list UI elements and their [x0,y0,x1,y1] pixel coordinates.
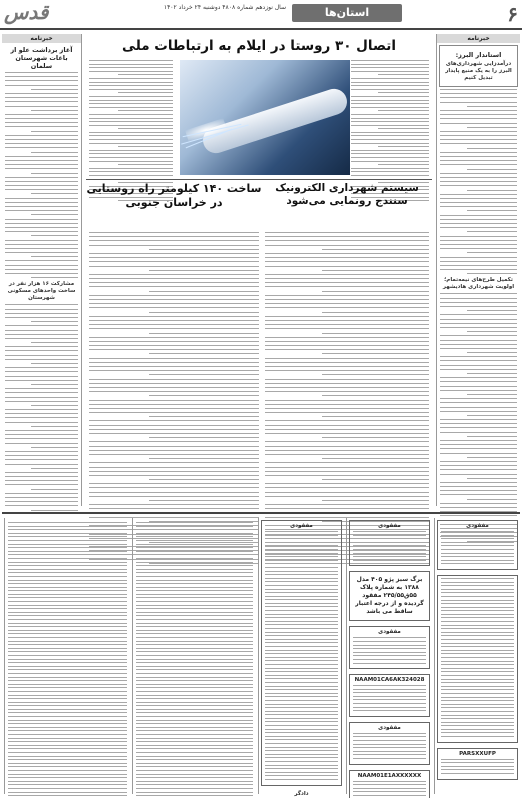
notice-column [258,518,344,797]
notice-header: مفقودی [290,523,313,529]
article-body-text [2,72,81,278]
article-body-text [437,293,520,541]
article-body-khorasan [86,232,262,504]
article-body-sanandaj [262,232,432,504]
article-body-text [437,89,520,274]
notice-code: NAAM01E1AXXXXXX [357,772,422,779]
notice-box [437,575,518,743]
right-news-column [436,34,520,506]
notice-header: مفقودی [466,523,489,529]
section-label: استان‌ها [292,4,402,22]
news-brief [439,45,518,87]
notice-header: مفقودی [378,629,401,636]
notice-code: NAAM01CA6AK324028 [354,677,425,684]
notice-box [349,571,430,621]
main-article-body [86,60,176,178]
notice-header: مفقودی [378,523,401,529]
page-number: ۶ [507,2,518,26]
issue-meta-line: سال نوزدهم شماره ۴۸۰۸ دوشنبه ۲۴ خرداد ۱۴۰۲ [163,4,286,11]
main-headline: اتصال ۳۰ روستا در ایلام به ارتباطات ملی [122,38,396,54]
notice-box [261,520,342,786]
article-body-text [2,304,81,510]
notice-box [349,674,430,717]
newspaper-logo: قدس [4,0,49,24]
notice-column [4,518,130,794]
left-news-column [2,34,82,506]
notice-box [349,520,430,566]
notice-code: PARSXXUFP [459,750,496,757]
notice-footer-name: دادگر [294,790,309,797]
notice-column [346,518,432,794]
section-divider [86,179,432,180]
notice-column [434,518,520,794]
article-headline-sanandaj: سیستم شهرداری الکترونیک سنندج رونمایی می‌شود [275,182,419,207]
article-headline-khorasan: ساخت ۱۴۰ کیلومتر راه روستایی در خراسان جنوبی [86,182,262,209]
column-label: خبرنامه [2,34,81,43]
notice-box [349,626,430,669]
classified-notices [2,512,520,796]
column-label: خبرنامه [437,34,520,43]
news-brief-title: درآمدزایی شهرداری‌های البرز را به یک منبع پایدار تبدیل کنیم [445,61,512,81]
page-header [0,0,522,30]
news-brief-title: مشارکت ۱۶ هزار نفر در ساخت واحدهای مسکونی شهرستان [7,281,76,302]
notice-box [349,770,430,798]
notice-header: مفقودی [378,724,401,731]
main-article-body [348,60,432,178]
issue-meta [106,4,286,12]
news-brief-title: آغاز برداشت علو از باغات شهرستان سلمان [10,46,73,70]
notice-box [437,520,518,570]
news-brief-kicker: استاندار البرز: [455,51,502,59]
notice-column [132,518,256,794]
fiber-optic-photo [180,60,350,175]
notice-bold-text: برگ سبز پژو ۴۰۵ مدل ۱۳۸۸ به شماره پلاک ۵۵ق۲۴۵/۵۵ مفقود گردیده و از درجه اعتبار ساقط می باشد [355,576,424,616]
notice-box [437,748,518,780]
news-brief-title: تکمیل طرح‌های نیمه‌تمام؛ اولویت شهرداری هادیشهر [442,277,515,291]
notice-box [349,722,430,765]
